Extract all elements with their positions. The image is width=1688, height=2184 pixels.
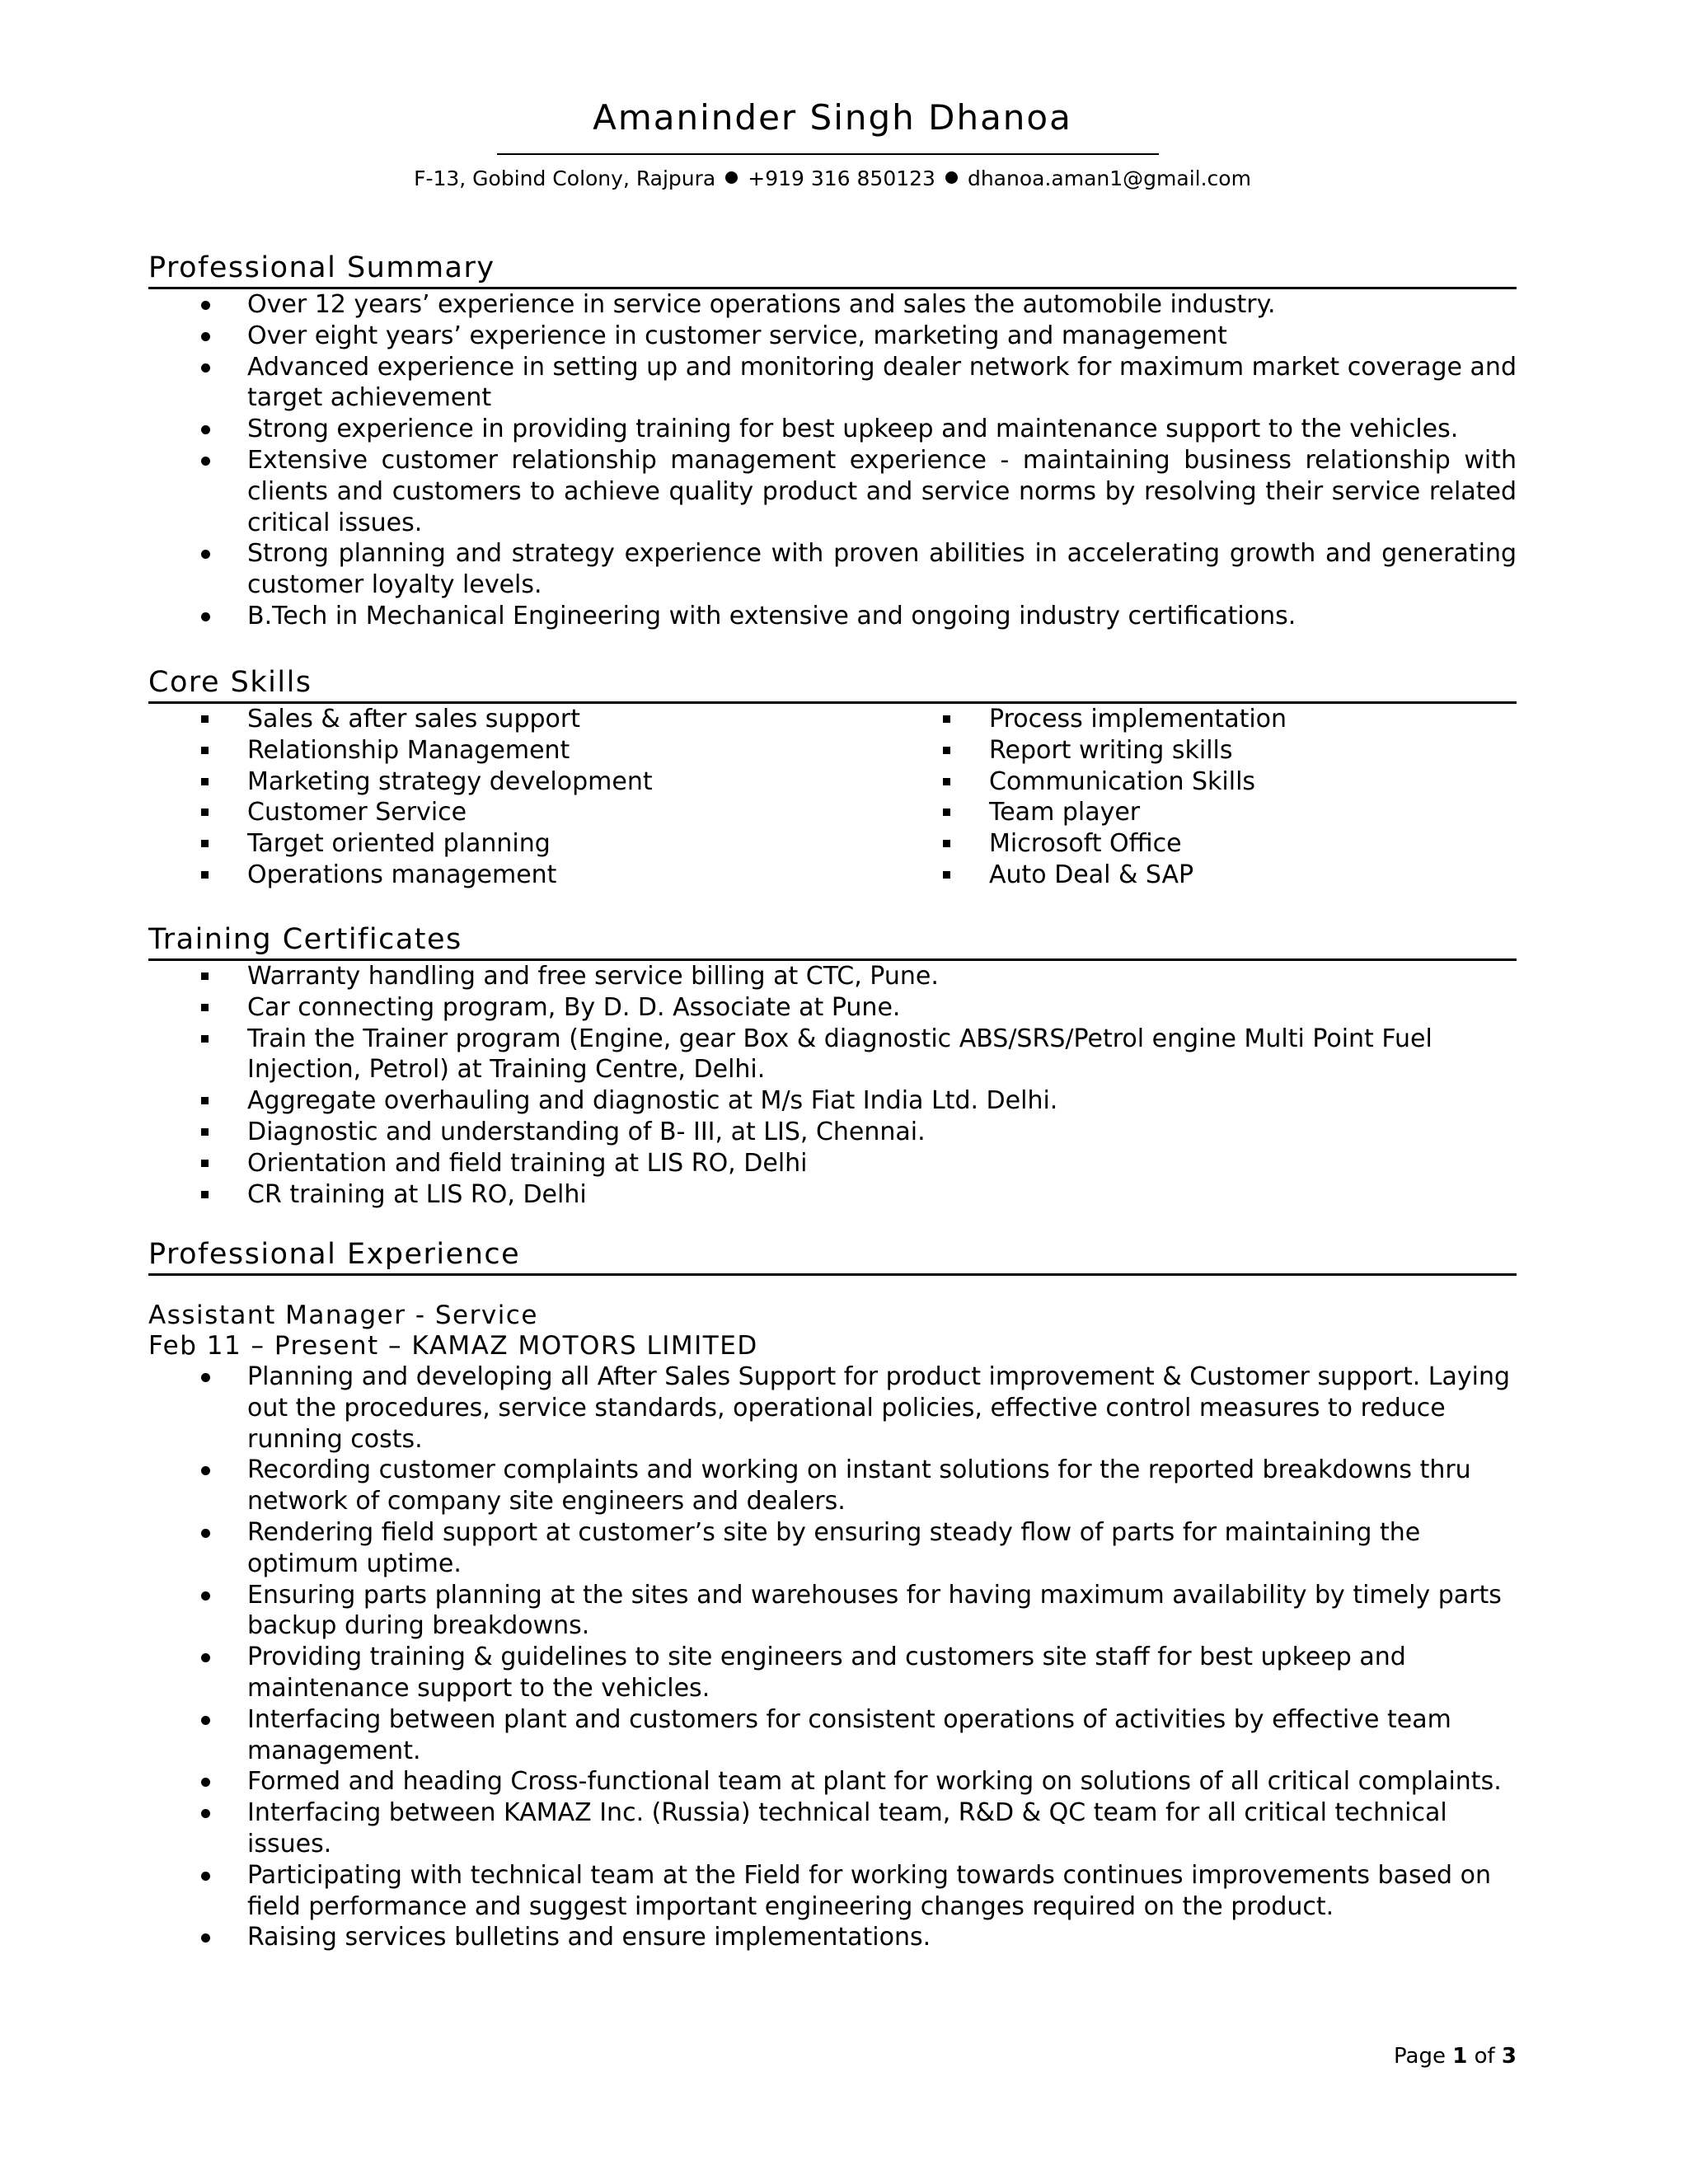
candidate-name: Amaninder Singh Dhanoa <box>593 97 1072 138</box>
list-item-text: Team player <box>989 798 1141 827</box>
list-item <box>148 1580 1517 1643</box>
bullet-disc-icon <box>201 301 210 310</box>
bullet-disc-icon <box>201 1591 210 1601</box>
bullet-square-icon <box>943 871 950 879</box>
list-item <box>890 704 1517 735</box>
list-item-text: Interfacing between plant and customers for consistent operations of activities by effective team management. <box>247 1704 1451 1765</box>
list-item <box>148 1455 1517 1517</box>
bullet-square-icon <box>201 715 209 723</box>
list-item-text: Planning and developing all After Sales Support for product improvement & Customer support. Laying out the procedures, service standards, operational policies, effective control measures to reduce running costs. <box>247 1362 1511 1454</box>
list-item-text: Train the Trainer program (Engine, gear Box & diagnostic ABS/SRS/Petrol engine Multi Point Fuel Injection, Petrol) at Training Centre, Delhi. <box>247 1024 1432 1085</box>
page-number: Page 1 of 3 <box>1394 2044 1517 2069</box>
list-item-text: Process implementation <box>989 705 1287 733</box>
list-item-text: Ensuring parts planning at the sites and warehouses for having maximum availability by timely parts backup during breakdowns. <box>247 1580 1502 1641</box>
bullet-disc-icon <box>201 1872 210 1881</box>
list-item-text: Extensive customer relationship management experience - maintaining business relationship with clients and customers to achieve quality product and service norms by resolving their service related critical issues. <box>247 445 1517 537</box>
list-item <box>148 1860 1517 1923</box>
bullet-square-icon <box>943 715 950 723</box>
list-item <box>890 735 1517 766</box>
job-title: Assistant Manager - Service <box>148 1301 538 1330</box>
bullet-disc-icon <box>201 1778 210 1787</box>
list-item-text: Strong planning and strategy experience with proven abilities in accelerating growth and generating customer loyalty levels. <box>247 539 1517 600</box>
list-item-text: Report writing skills <box>989 735 1233 765</box>
list-item-text: Rendering field support at customer’s site by ensuring steady flow of parts for maintaining the optimum uptime. <box>247 1517 1421 1578</box>
list-item <box>890 828 1517 860</box>
job-dates-company: Feb 11 – Present – KAMAZ MOTORS LIMITED <box>148 1331 758 1361</box>
summary-list <box>148 289 1517 632</box>
bullet-disc-icon <box>201 550 210 559</box>
bullet-square-icon <box>201 747 209 754</box>
list-item <box>148 1922 1517 1953</box>
contact-line <box>148 166 1517 190</box>
list-item-text: Car connecting program, By D. D. Associate at Pune. <box>247 992 901 1022</box>
list-item-text: Advanced experience in setting up and monitoring dealer network for maximum market coverage and target achievement <box>247 352 1517 413</box>
bullet-disc-icon <box>201 1716 210 1725</box>
skills-columns <box>148 704 1517 891</box>
list-item <box>148 992 1517 1024</box>
list-item-text: Aggregate overhauling and diagnostic at M/s Fiat India Ltd. Delhi. <box>247 1086 1058 1116</box>
section-title: Professional Summary <box>148 249 1517 289</box>
list-item <box>148 289 1517 321</box>
list-item <box>148 797 890 828</box>
list-item <box>148 735 890 766</box>
experience-list <box>148 1361 1517 1953</box>
section-training-certificates <box>148 921 1517 1210</box>
list-item <box>148 1024 1517 1086</box>
section-professional-experience <box>148 1235 1517 1953</box>
bullet-square-icon <box>943 778 950 785</box>
bullet-square-icon <box>201 972 209 980</box>
bullet-square-icon <box>201 1160 209 1167</box>
list-item-text: Diagnostic and understanding of B- III, at LIS, Chennai. <box>247 1117 926 1146</box>
bullet-square-icon <box>943 840 950 847</box>
list-item-text: Strong experience in providing training for best upkeep and maintenance support to the vehicles. <box>247 415 1459 444</box>
list-item-text: Operations management <box>247 860 557 889</box>
bullet-separator-icon <box>725 171 738 184</box>
bullet-disc-icon <box>201 425 210 434</box>
list-item <box>148 1797 1517 1860</box>
list-item <box>148 352 1517 415</box>
list-item <box>148 766 890 798</box>
bullet-square-icon <box>201 1128 209 1136</box>
list-item-text: Communication Skills <box>989 766 1256 796</box>
list-item <box>148 1361 1517 1455</box>
skills-list-left <box>148 704 890 891</box>
bullet-disc-icon <box>201 332 210 341</box>
list-item <box>148 1766 1517 1797</box>
bullet-square-icon <box>201 1097 209 1104</box>
bullet-disc-icon <box>201 1933 210 1943</box>
section-core-skills <box>148 663 1517 891</box>
email-address: dhanoa.aman1@gmail.com <box>967 166 1251 190</box>
list-item-text: Relationship Management <box>247 735 570 765</box>
list-item-text: B.Tech in Mechanical Engineering with extensive and ongoing industry certifications. <box>247 601 1296 630</box>
list-item-text: Recording customer complaints and working on instant solutions for the reported breakdowns thru network of company site engineers and dealers. <box>247 1455 1471 1516</box>
bullet-disc-icon <box>201 1373 210 1382</box>
list-item-text: Sales & after sales support <box>247 705 580 733</box>
bullet-disc-icon <box>201 1653 210 1662</box>
list-item <box>148 704 890 735</box>
list-item-text: Interfacing between KAMAZ Inc. (Russia) technical team, R&D & QC team for all critical technical issues. <box>247 1798 1447 1858</box>
bullet-square-icon <box>201 808 209 816</box>
bullet-square-icon <box>943 747 950 754</box>
list-item-text: Microsoft Office <box>989 829 1182 859</box>
list-item-text: Auto Deal & SAP <box>989 860 1194 889</box>
phone-number: +919 316 850123 <box>748 166 935 190</box>
bullet-disc-icon <box>201 457 210 466</box>
list-item <box>148 1148 1517 1179</box>
list-item <box>148 321 1517 352</box>
list-item <box>148 601 1517 632</box>
list-item <box>148 445 1517 538</box>
list-item <box>890 797 1517 828</box>
skills-list-right <box>890 704 1517 891</box>
bullet-square-icon <box>201 840 209 847</box>
list-item-text: Orientation and field training at LIS RO, Delhi <box>247 1148 808 1178</box>
list-item <box>148 1642 1517 1704</box>
list-item-text: Warranty handling and free service billing at CTC, Pune. <box>247 962 939 991</box>
training-list <box>148 961 1517 1210</box>
section-title: Training Certificates <box>148 921 1517 961</box>
list-item <box>148 1517 1517 1580</box>
list-item-text: Raising services bulletins and ensure implementations. <box>247 1923 931 1952</box>
section-title: Core Skills <box>148 663 1517 704</box>
list-item-text: Over eight years’ experience in customer service, marketing and management <box>247 321 1227 350</box>
list-item <box>148 828 890 860</box>
list-item-text: CR training at LIS RO, Delhi <box>247 1179 587 1209</box>
list-item <box>148 1117 1517 1148</box>
bullet-square-icon <box>201 1035 209 1043</box>
list-item <box>148 1179 1517 1211</box>
list-item <box>148 414 1517 445</box>
list-item-text: Target oriented planning <box>247 829 551 859</box>
bullet-square-icon <box>943 808 950 816</box>
bullet-square-icon <box>201 1004 209 1011</box>
list-item <box>148 1085 1517 1117</box>
list-item <box>148 1704 1517 1767</box>
section-title: Professional Experience <box>148 1235 1517 1276</box>
list-item-text: Customer Service <box>247 798 467 827</box>
bullet-disc-icon <box>201 1466 210 1475</box>
list-item-text: Formed and heading Cross-functional team at plant for working on solutions of all critical complaints. <box>247 1767 1502 1797</box>
section-professional-summary <box>148 249 1517 632</box>
list-item <box>890 766 1517 798</box>
list-item-text: Providing training & guidelines to site engineers and customers site staff for best upkeep and maintenance support to the vehicles. <box>247 1643 1406 1703</box>
name-underline <box>497 153 1159 155</box>
list-item <box>890 860 1517 891</box>
list-item-text: Marketing strategy development <box>247 766 653 796</box>
list-item-text: Over 12 years’ experience in service operations and sales the automobile industry. <box>247 290 1276 319</box>
address: F-13, Gobind Colony, Rajpura <box>414 166 716 190</box>
list-item <box>148 860 890 891</box>
bullet-disc-icon <box>201 363 210 373</box>
bullet-disc-icon <box>201 1529 210 1538</box>
list-item-text: Participating with technical team at the Field for working towards continues improvements based on field performance and suggest important engineering changes required on the product. <box>247 1860 1492 1921</box>
list-item <box>148 961 1517 992</box>
bullet-square-icon <box>201 1191 209 1198</box>
bullet-disc-icon <box>201 1809 210 1818</box>
bullet-square-icon <box>201 871 209 879</box>
bullet-disc-icon <box>201 612 210 621</box>
list-item <box>148 538 1517 601</box>
bullet-square-icon <box>201 778 209 785</box>
bullet-separator-icon <box>945 171 958 184</box>
